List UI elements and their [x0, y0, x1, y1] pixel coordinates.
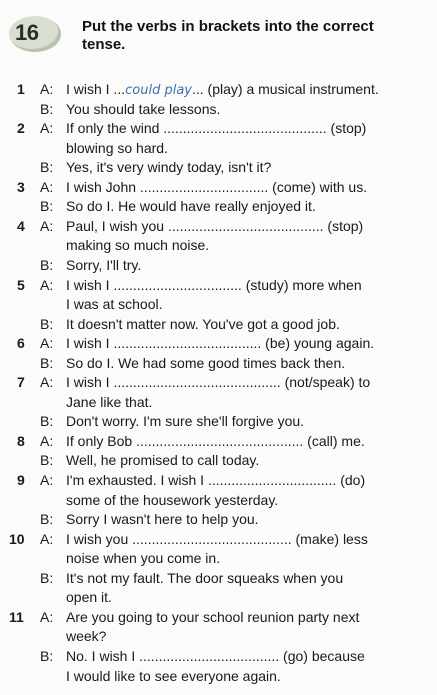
sentence-text: It doesn't matter now. You've got a good job. — [66, 315, 340, 332]
speaker-label: A: — [40, 178, 54, 195]
speaker-label: A: — [40, 335, 54, 352]
item-number: 5 — [17, 276, 25, 293]
sentence-continuation: noise when you come in. — [66, 550, 221, 567]
item-number: 11 — [9, 608, 24, 625]
sentence-text: I wish John ................................. (come) with us. — [66, 178, 368, 195]
item-number: 7 — [17, 374, 25, 391]
speaker-label: A: — [40, 120, 54, 137]
sentence-continuation: I would like to see everyone again. — [66, 667, 281, 684]
speaker-label: B: — [40, 354, 54, 371]
item-number: 10 — [9, 530, 25, 547]
speaker-label: B: — [40, 100, 54, 117]
sentence-text: Are you going to your school reunion party next — [66, 608, 360, 625]
exercise-number: 16 — [15, 20, 39, 45]
item-number: 4 — [17, 217, 25, 234]
sentence-text: ... (play) a musical instrument. — [192, 81, 379, 97]
speaker-label: B: — [40, 159, 54, 176]
sentence-text: I wish I ...................................... (be) young again. — [66, 335, 375, 352]
sentence-with-answer — [66, 80, 379, 100]
sentence-text: If only Bob ........................................... (call) me. — [66, 432, 365, 449]
sentence-continuation: blowing so hard. — [66, 139, 168, 156]
sentence-text: So do I. We had some good times back then. — [66, 354, 346, 371]
sentence-text: I'm exhausted. I wish I ................................. (do) — [66, 472, 366, 488]
exercise-instructions: Put the verbs in brackets into the correct tense. — [82, 18, 374, 53]
speaker-label: B: — [40, 452, 54, 469]
speaker-label: B: — [40, 256, 54, 273]
speaker-label: B: — [40, 315, 54, 332]
sentence-continuation: week? — [66, 628, 107, 645]
sentence-continuation: making so much noise. — [66, 237, 210, 254]
speaker-label: A: — [40, 530, 54, 547]
sentence-continuation: open it. — [66, 589, 112, 606]
item-number: 9 — [17, 472, 25, 488]
sentence-text: Sorry I wasn't here to help you. — [66, 511, 259, 528]
sentence-text: You should take lessons. — [66, 100, 221, 117]
sentence-continuation: some of the housework yesterday. — [66, 491, 279, 508]
speaker-label: A: — [40, 432, 54, 449]
speaker-label: B: — [40, 569, 54, 586]
item-number: 6 — [17, 335, 25, 352]
sentence-text: I wish I ... — [66, 81, 126, 97]
sentence-text: Well, he promised to call today. — [66, 452, 260, 469]
handwritten-answer: could play — [125, 83, 192, 98]
speaker-label: A: — [40, 608, 54, 625]
speaker-label: B: — [40, 413, 54, 430]
sentence-text: Paul, I wish you ........................................ (stop) — [66, 217, 364, 234]
sentence-text: It's not my fault. The door squeaks when you — [66, 569, 344, 586]
sentence-text: Yes, it's very windy today, isn't it? — [66, 159, 272, 176]
speaker-label: B: — [40, 511, 54, 528]
sentence-text: I wish I ........................................... (not/speak) to — [66, 374, 371, 391]
item-number: 8 — [17, 432, 25, 449]
speaker-label: A: — [40, 217, 54, 234]
item-number: 2 — [17, 120, 25, 137]
speaker-label: B: — [40, 198, 54, 215]
item-number: 3 — [17, 178, 25, 195]
sentence-text: So do I. He would have really enjoyed it. — [66, 198, 316, 215]
sentence-text: I wish you ......................................... (make) less — [66, 530, 368, 547]
sentence-continuation: I was at school. — [66, 296, 163, 313]
speaker-label: A: — [40, 374, 54, 391]
sentence-text: I wish I ................................. (study) more when — [66, 276, 362, 293]
sentence-continuation: Jane like that. — [66, 393, 153, 410]
speaker-label: A: — [40, 276, 54, 293]
item-number: 1 — [17, 81, 25, 97]
sentence-text: If only the wind .......................................... (stop) — [66, 120, 367, 137]
sentence-text: No. I wish I .................................... (go) because — [66, 647, 365, 664]
sentence-text: Don't worry. I'm sure she'll forgive you. — [66, 413, 305, 430]
speaker-label: A: — [40, 472, 54, 488]
speaker-label: B: — [40, 647, 54, 664]
sentence-text: Sorry, I'll try. — [66, 256, 142, 273]
speaker-label: A: — [40, 81, 54, 97]
